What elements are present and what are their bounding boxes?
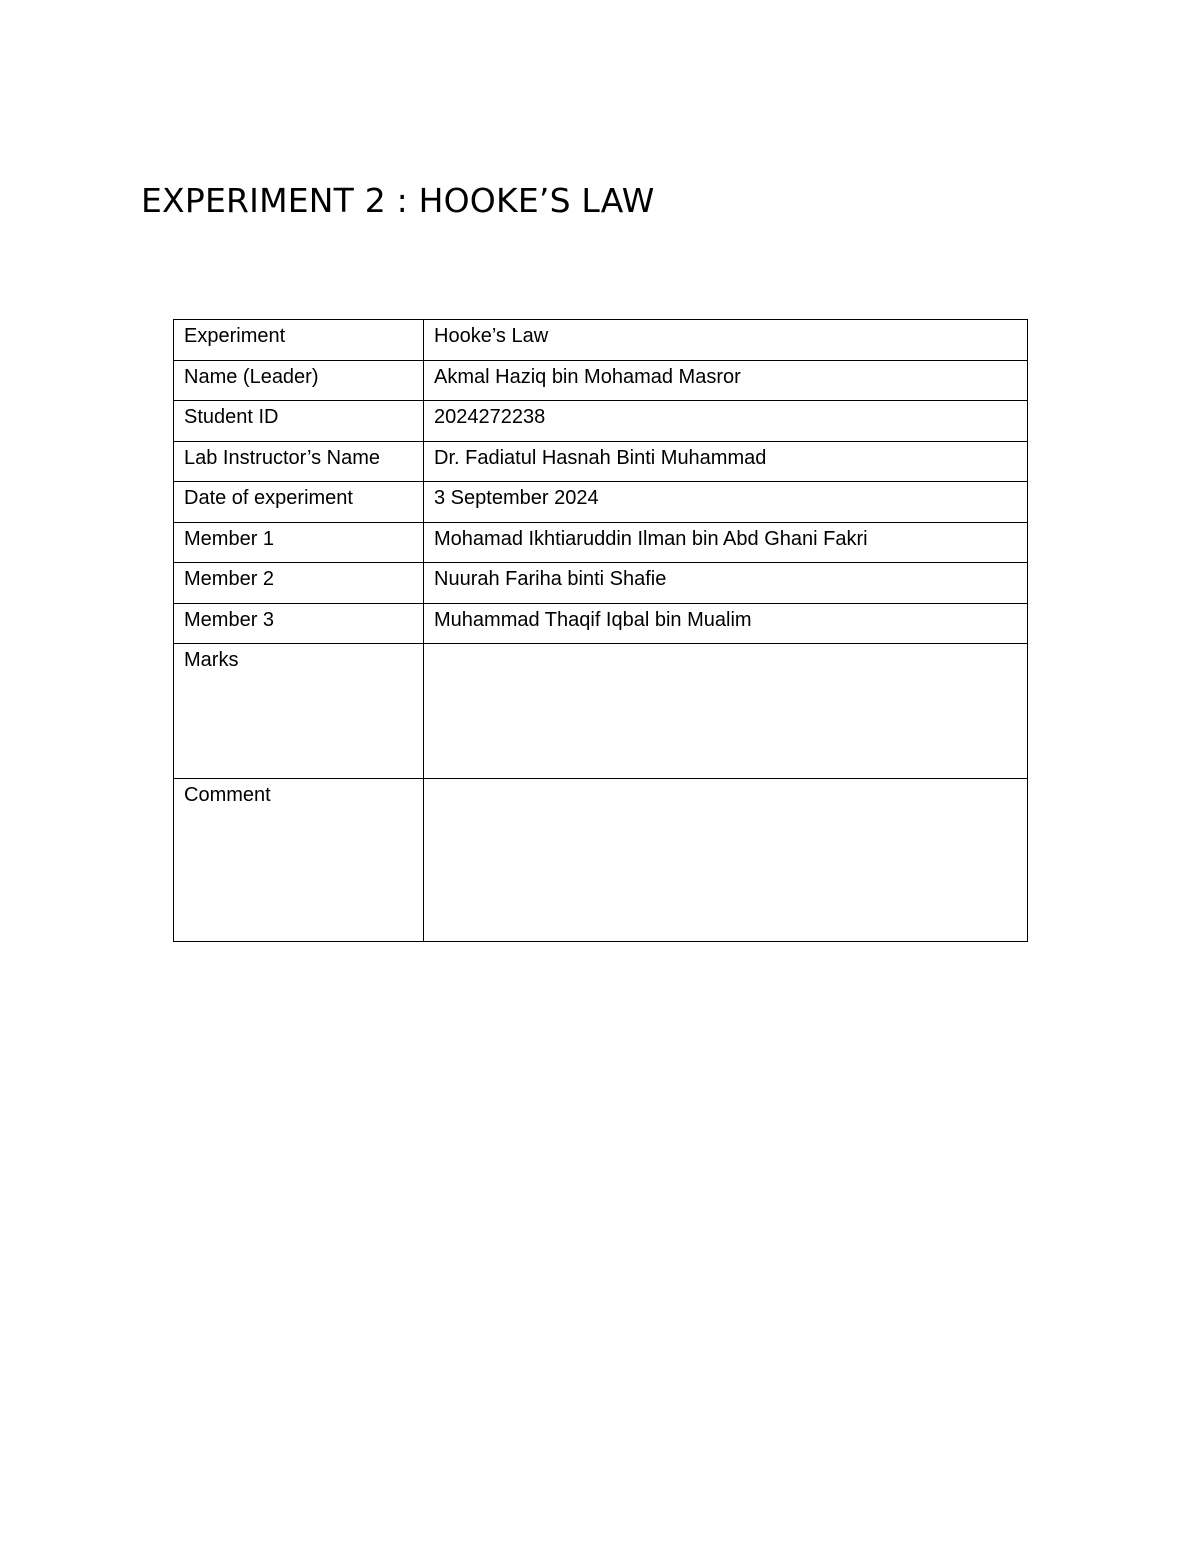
table-row-member-2	[174, 563, 1028, 604]
marks-value-cell	[424, 644, 1028, 779]
row-value: Dr. Fadiatul Hasnah Binti Muhammad	[424, 441, 1028, 482]
row-label: Marks	[174, 644, 424, 779]
comment-value-cell	[424, 779, 1028, 942]
row-value: Hooke’s Law	[424, 320, 1028, 361]
page-title: EXPERIMENT 2 : HOOKE’S LAW	[141, 181, 655, 220]
table-row-experiment	[174, 320, 1028, 361]
row-value: Mohamad Ikhtiaruddin Ilman bin Abd Ghani Fakri	[424, 522, 1028, 563]
row-value: Nuurah Fariha binti Shafie	[424, 563, 1028, 604]
row-label: Experiment	[174, 320, 424, 361]
table-row-member-3	[174, 603, 1028, 644]
row-label: Date of experiment	[174, 482, 424, 523]
row-label: Member 2	[174, 563, 424, 604]
row-label: Member 1	[174, 522, 424, 563]
row-label: Lab Instructor’s Name	[174, 441, 424, 482]
row-label: Name (Leader)	[174, 360, 424, 401]
row-value: Muhammad Thaqif Iqbal bin Mualim	[424, 603, 1028, 644]
row-value: Akmal Haziq bin Mohamad Masror	[424, 360, 1028, 401]
row-label: Student ID	[174, 401, 424, 442]
table-row-lab-instructor	[174, 441, 1028, 482]
table-row-date	[174, 482, 1028, 523]
table-row-member-1	[174, 522, 1028, 563]
table-row-student-id	[174, 401, 1028, 442]
row-value: 3 September 2024	[424, 482, 1028, 523]
table-row-comment	[174, 779, 1028, 942]
row-label: Comment	[174, 779, 424, 942]
table-row-marks	[174, 644, 1028, 779]
row-label: Member 3	[174, 603, 424, 644]
table-row-leader-name	[174, 360, 1028, 401]
experiment-info-table	[173, 319, 1028, 942]
row-value: 2024272238	[424, 401, 1028, 442]
